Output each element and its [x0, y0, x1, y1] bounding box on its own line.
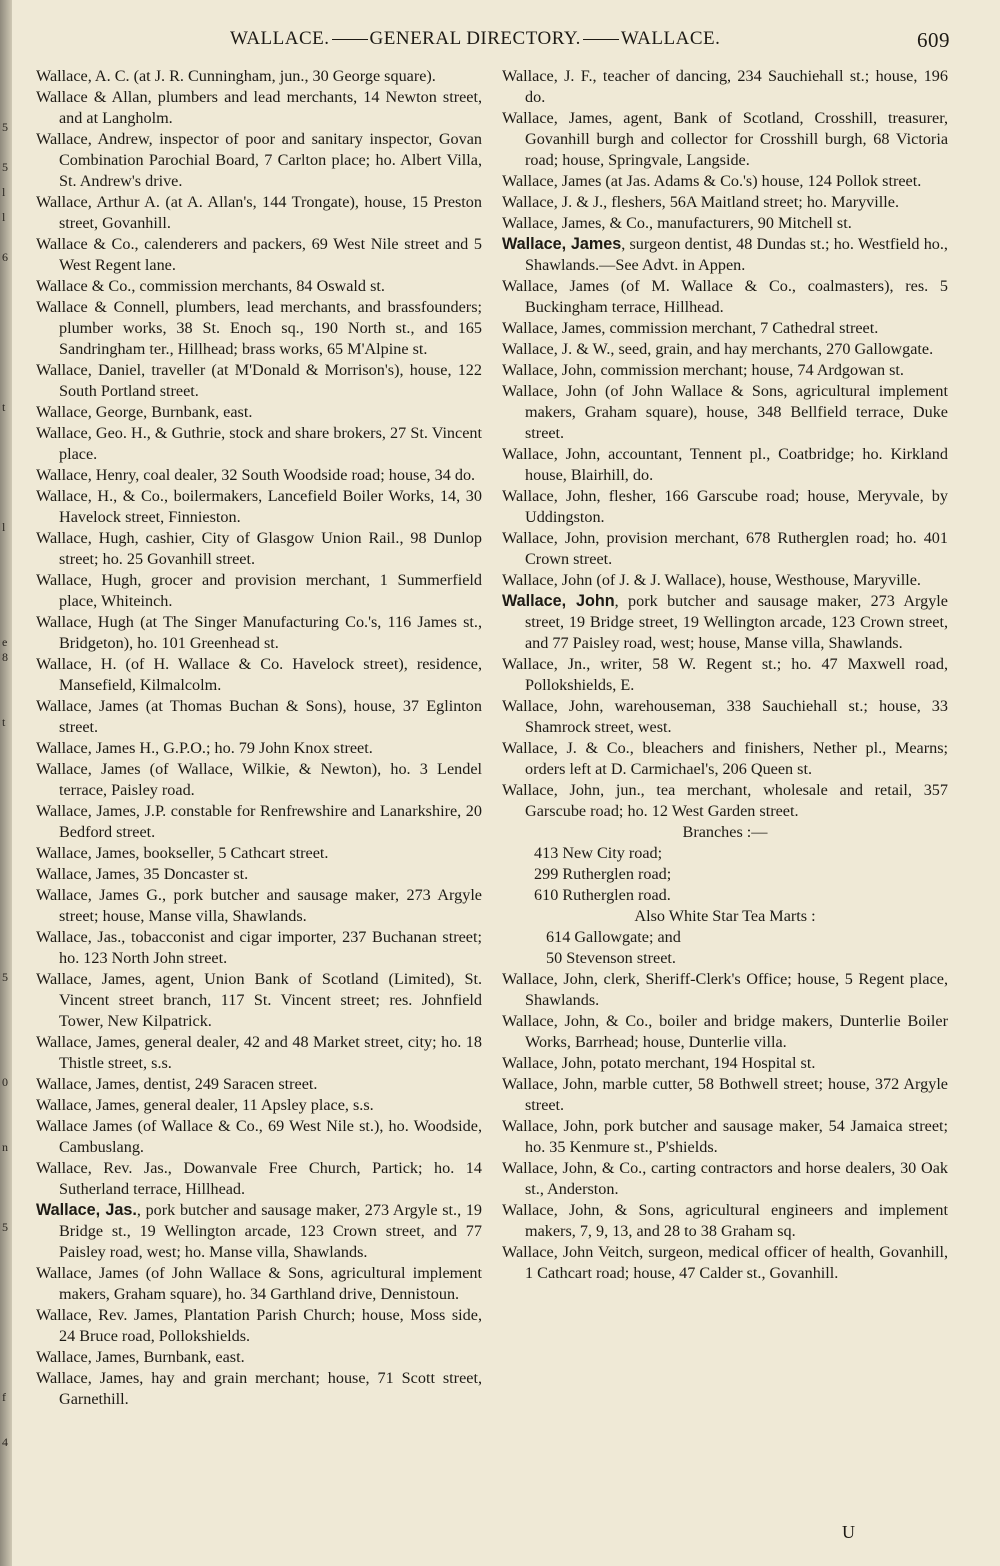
directory-entry: [36, 297, 482, 360]
branches-heading: Branches :—: [682, 823, 768, 841]
directory-entry: [36, 1368, 482, 1410]
entry-text: Wallace & Co., calenderers and packers, 69 West Nile street and 5 West Regent lane.: [36, 235, 482, 274]
entry-text: Wallace, Henry, coal dealer, 32 South Woodside road; house, 34 do.: [36, 466, 476, 484]
entry-text: Wallace, James, commission merchant, 7 Cathedral street.: [502, 319, 879, 337]
entry-text: Wallace, Daniel, traveller (at M'Donald & Morrison's), house, 122 South Portland street.: [36, 361, 482, 400]
entry-text: Wallace, James (at Thomas Buchan & Sons), house, 37 Eglinton street.: [36, 697, 482, 736]
directory-entry: [502, 1053, 948, 1074]
entry-text: Wallace, J. & W., seed, grain, and hay merchants, 270 Gallowgate.: [502, 340, 934, 358]
directory-entry: [502, 381, 948, 444]
entry-text: Wallace, Arthur A. (at A. Allan's, 144 Trongate), house, 15 Preston street, Govanhill.: [36, 193, 482, 232]
right-column-entries-a: [502, 66, 948, 822]
entry-text: Wallace, James, hay and grain merchant; house, 71 Scott street, Garnethill.: [36, 1369, 482, 1408]
entry-bold-name: Wallace, Jas.: [36, 1201, 137, 1219]
entry-text: Wallace, Rev. Jas., Dowanvale Free Church, Partick; ho. 14 Sutherland terrace, Hillhead.: [36, 1159, 482, 1198]
gutter-mark: l: [2, 210, 6, 224]
directory-entry: [36, 423, 482, 465]
directory-entry: [502, 192, 948, 213]
directory-entry: [36, 1158, 482, 1200]
entry-text: Wallace, Andrew, inspector of poor and sanitary inspector, Govan Combination Parochial Board, 7 Carlton place; ho. Albert Villa, St. Andrew's drive.: [36, 130, 482, 190]
directory-entry: [36, 927, 482, 969]
entry-text: , surgeon dentist, 48 Dundas st.; ho. Westfield ho., Shawlands.—See Advt. in Appen.: [525, 235, 948, 274]
entry-text: Wallace, James H., G.P.O.; ho. 79 John Knox street.: [36, 739, 373, 757]
gutter-mark: t: [2, 400, 6, 414]
entry-text: Wallace, John, marble cutter, 58 Bothwell street; house, 372 Argyle street.: [502, 1075, 948, 1114]
directory-entry: [36, 801, 482, 843]
branch-item: 413 New City road;: [534, 844, 663, 862]
gutter-mark: 5: [2, 160, 8, 174]
title-rule-1: [332, 39, 368, 40]
directory-entry: [502, 444, 948, 486]
branch-item: 610 Rutherglen road.: [534, 886, 671, 904]
entry-text: Wallace, H. (of H. Wallace & Co. Havelock street), residence, Mansefield, Kilmalcolm.: [36, 655, 482, 694]
title-right: WALLACE.: [620, 28, 721, 49]
directory-entry: [36, 1305, 482, 1347]
entry-text: Wallace, James, agent, Union Bank of Scotland (Limited), St. Vincent street branch, 117 St. Vincent street; res. Johnfield Tower, New Kilpatrick.: [36, 970, 482, 1030]
directory-entry: [36, 234, 482, 276]
entry-text: Wallace, James (at Jas. Adams & Co.'s) house, 124 Pollok street.: [502, 172, 922, 190]
entry-text: Wallace, John, clerk, Sheriff-Clerk's Office; house, 5 Regent place, Shawlands.: [502, 970, 948, 1009]
entry-text: Wallace, Rev. James, Plantation Parish Church; house, Moss side, 24 Bruce road, Pollokshields.: [36, 1306, 482, 1345]
entry-text: Wallace, James G., pork butcher and sausage maker, 273 Argyle street; house, Manse villa, Shawlands.: [36, 886, 482, 925]
gutter-mark: n: [2, 1140, 8, 1154]
directory-entry: [502, 969, 948, 1011]
gutter-mark: 0: [2, 1075, 8, 1089]
branch-list: [502, 843, 948, 906]
entry-text: Wallace & Allan, plumbers and lead merchants, 14 Newton street, and at Langholm.: [36, 88, 482, 127]
directory-entry: [502, 738, 948, 780]
directory-entry: [502, 1116, 948, 1158]
gutter-mark: 6: [2, 250, 8, 264]
entry-text: Wallace, Hugh, cashier, City of Glasgow Union Rail., 98 Dunlop street; ho. 25 Govanhill street.: [36, 529, 482, 568]
directory-entry: [36, 129, 482, 192]
directory-entry: [36, 1263, 482, 1305]
entry-text: Wallace, James (of Wallace, Wilkie, & Newton), ho. 3 Lendel terrace, Paisley road.: [36, 760, 482, 799]
entry-bold-name: Wallace, James: [502, 235, 622, 253]
signature-mark: U: [842, 1522, 855, 1542]
directory-entry: [36, 192, 482, 234]
directory-entry: [502, 171, 948, 192]
gutter-mark: 8: [2, 650, 8, 664]
directory-entry: [36, 465, 482, 486]
also-heading: Also White Star Tea Marts :: [634, 907, 816, 925]
entry-text: Wallace, A. C. (at J. R. Cunningham, jun., 30 George square).: [36, 67, 436, 85]
gutter-mark: e: [2, 635, 8, 649]
directory-entry: [502, 1200, 948, 1242]
entry-text: Wallace, John, commission merchant; house, 74 Ardgowan st.: [502, 361, 904, 379]
entry-text: Wallace, James, & Co., manufacturers, 90 Mitchell st.: [502, 214, 852, 232]
directory-entry: [36, 570, 482, 612]
title-left: WALLACE.: [230, 28, 330, 49]
entry-text: Wallace, James, dentist, 249 Saracen street.: [36, 1075, 318, 1093]
directory-entry: [502, 360, 948, 381]
directory-entry: [502, 570, 948, 591]
entry-text: Wallace, John, flesher, 166 Garscube road; house, Meryvale, by Uddingston.: [502, 487, 948, 526]
gutter-mark: t: [2, 715, 6, 729]
entry-text: Wallace, John Veitch, surgeon, medical officer of health, Govanhill, 1 Cathcart road; house, 47 Calder st., Govanhill.: [502, 1243, 948, 1282]
page-header: [230, 28, 950, 54]
entry-text: Wallace, James, Burnbank, east.: [36, 1348, 245, 1366]
entry-text: Wallace, J. & J., fleshers, 56A Maitland street; ho. Maryville.: [502, 193, 899, 211]
directory-entry: [36, 759, 482, 801]
entry-text: Wallace, John (of J. & J. Wallace), house, Westhouse, Maryville.: [502, 571, 921, 589]
entry-text: Wallace, H., & Co., boilermakers, Lancefield Boiler Works, 14, 30 Havelock street, Finnieston.: [36, 487, 482, 526]
right-column-entries-b: [502, 969, 948, 1284]
directory-entry: [36, 1200, 482, 1263]
directory-entry: [502, 1242, 948, 1284]
entry-text: Wallace, John, potato merchant, 194 Hospital st.: [502, 1054, 816, 1072]
entry-text: Wallace, Jas., tobacconist and cigar importer, 237 Buchanan street; ho. 123 North John street.: [36, 928, 482, 967]
entry-text: Wallace, James (of John Wallace & Sons, agricultural implement makers, Graham square), ho. 34 Garthland drive, Dennistoun.: [36, 1264, 482, 1303]
entry-text: Wallace, James, bookseller, 5 Cathcart street.: [36, 844, 329, 862]
entry-text: Wallace, Geo. H., & Guthrie, stock and share brokers, 27 St. Vincent place.: [36, 424, 482, 463]
entry-text: Wallace, John, & Co., boiler and bridge makers, Dunterlie Boiler Works, Barrhead; house, Dunterlie villa.: [502, 1012, 948, 1051]
directory-entry: [36, 969, 482, 1032]
directory-entry: [502, 1074, 948, 1116]
directory-entry: [502, 213, 948, 234]
directory-entry: [502, 234, 948, 276]
entry-text: Wallace & Co., commission merchants, 84 Oswald st.: [36, 277, 385, 295]
title-rule-2: [583, 39, 619, 40]
branch-item: 299 Rutherglen road;: [534, 865, 672, 883]
entry-text: Wallace James (of Wallace & Co., 69 West Nile st.), ho. Woodside, Cambuslang.: [36, 1117, 482, 1156]
directory-entry: [36, 864, 482, 885]
directory-entry: [36, 696, 482, 738]
entry-text: Wallace, John, jun., tea merchant, wholesale and retail, 357 Garscube road; ho. 12 West Garden street.: [502, 781, 948, 820]
directory-entry: [502, 1011, 948, 1053]
entry-text: Wallace, Jn., writer, 58 W. Regent st.; ho. 47 Maxwell road, Pollokshields, E.: [502, 655, 948, 694]
gutter-mark: 5: [2, 970, 8, 984]
directory-entry: [36, 528, 482, 570]
directory-entry: [36, 486, 482, 528]
directory-entry: [36, 87, 482, 129]
entry-text: Wallace, James, J.P. constable for Renfrewshire and Lanarkshire, 20 Bedford street.: [36, 802, 482, 841]
gutter-mark: l: [2, 520, 6, 534]
title-mid: GENERAL DIRECTORY.: [369, 28, 581, 49]
entry-text: Wallace, J. & Co., bleachers and finishers, Nether pl., Mearns; orders left at D. Carmichael's, 206 Queen st.: [502, 739, 948, 778]
gutter-mark: l: [2, 185, 6, 199]
directory-entry: [502, 654, 948, 696]
entry-text: Wallace, Hugh, grocer and provision merchant, 1 Summerfield place, Whiteinch.: [36, 571, 482, 610]
directory-entry: [36, 402, 482, 423]
directory-entry: [502, 339, 948, 360]
entry-text: Wallace, Hugh (at The Singer Manufacturing Co.'s, 116 James st., Bridgeton), ho. 101 Greenhead st.: [36, 613, 482, 652]
gutter-mark: 4: [2, 1435, 8, 1449]
entry-text: Wallace, John, & Co., carting contractors and horse dealers, 30 Oak st., Anderston.: [502, 1159, 948, 1198]
left-column: [36, 66, 482, 1410]
entry-text: Wallace & Connell, plumbers, lead merchants, and brassfounders; plumber works, 38 St. Enoch sq., 190 North st., and 165 Sandringham ter., Hillhead; brass works, 65 M'Alpine st.: [36, 298, 482, 358]
directory-entry: [502, 591, 948, 654]
directory-entry: [36, 612, 482, 654]
entry-text: , pork butcher and sausage maker, 273 Argyle street, 19 Bridge street, 19 Wellington arcade, 123 Crown street, and 77 Paisley road, west; house, Manse villa, Shawlands.: [525, 592, 948, 652]
directory-entry: [36, 1074, 482, 1095]
directory-entry: [36, 1116, 482, 1158]
entry-bold-name: Wallace, John: [502, 592, 615, 610]
directory-entry: [36, 276, 482, 297]
directory-entry: [36, 885, 482, 927]
entry-text: Wallace, James, general dealer, 11 Apsley place, s.s.: [36, 1096, 374, 1114]
directory-entry: [502, 66, 948, 108]
directory-entry: [36, 843, 482, 864]
mart-list: [502, 927, 948, 969]
directory-entry: [502, 108, 948, 171]
entry-text: Wallace, John, warehouseman, 338 Sauchiehall st.; house, 33 Shamrock street, west.: [502, 697, 948, 736]
page-number: 609: [917, 28, 950, 52]
running-title: [230, 28, 720, 50]
entry-text: Wallace, John, provision merchant, 678 Rutherglen road; ho. 401 Crown street.: [502, 529, 948, 568]
entry-text: Wallace, John, & Sons, agricultural engineers and implement makers, 7, 9, 13, and 28 to 38 Graham sq.: [502, 1201, 948, 1240]
entry-text: Wallace, J. F., teacher of dancing, 234 Sauchiehall st.; house, 196 do.: [502, 67, 948, 106]
gutter-mark: 5: [2, 120, 8, 134]
directory-entry: [36, 1347, 482, 1368]
right-column: [502, 66, 948, 1284]
directory-entry: [502, 528, 948, 570]
gutter-mark: f: [2, 1390, 6, 1404]
directory-entry: [36, 738, 482, 759]
entry-text: , pork butcher and sausage maker, 273 Argyle st., 19 Bridge st., 19 Wellington arcade, 123 Crown street, and 77 Paisley road, west; ho. Manse villa, Shawlands.: [59, 1201, 483, 1261]
directory-entry: [36, 66, 482, 87]
entry-text: Wallace, John (of John Wallace & Sons, agricultural implement makers, Graham square), house, 348 Bellfield terrace, Duke street.: [502, 382, 948, 442]
gutter-mark: 5: [2, 1220, 8, 1234]
directory-entry: [502, 486, 948, 528]
entry-text: Wallace, James, 35 Doncaster st.: [36, 865, 249, 883]
entry-text: Wallace, George, Burnbank, east.: [36, 403, 253, 421]
directory-entry: [36, 1095, 482, 1116]
entry-text: Wallace, James, agent, Bank of Scotland, Crosshill, treasurer, Govanhill burgh and collector for Crosshill burgh, 68 Victoria road; house, Springvale, Langside.: [502, 109, 948, 169]
directory-entry: [502, 696, 948, 738]
entry-text: Wallace, James, general dealer, 42 and 48 Market street, city; ho. 18 Thistle street, s.s.: [36, 1033, 482, 1072]
entry-text: Wallace, James (of M. Wallace & Co., coalmasters), res. 5 Buckingham terrace, Hillhead.: [502, 277, 948, 316]
directory-entry: [502, 318, 948, 339]
directory-entry: [36, 654, 482, 696]
binding-gutter: [0, 0, 12, 1566]
directory-entry: [502, 780, 948, 822]
directory-entry: [502, 1158, 948, 1200]
entry-text: Wallace, John, pork butcher and sausage maker, 54 Jamaica street; ho. 35 Kenmure st., P'shields.: [502, 1117, 948, 1156]
directory-entry: [36, 360, 482, 402]
entry-text: Wallace, John, accountant, Tennent pl., Coatbridge; ho. Kirkland house, Blairhill, do.: [502, 445, 948, 484]
directory-entry: [502, 276, 948, 318]
mart-item: 614 Gallowgate; and: [546, 928, 681, 946]
mart-item: 50 Stevenson street.: [546, 949, 676, 967]
directory-entry: [36, 1032, 482, 1074]
